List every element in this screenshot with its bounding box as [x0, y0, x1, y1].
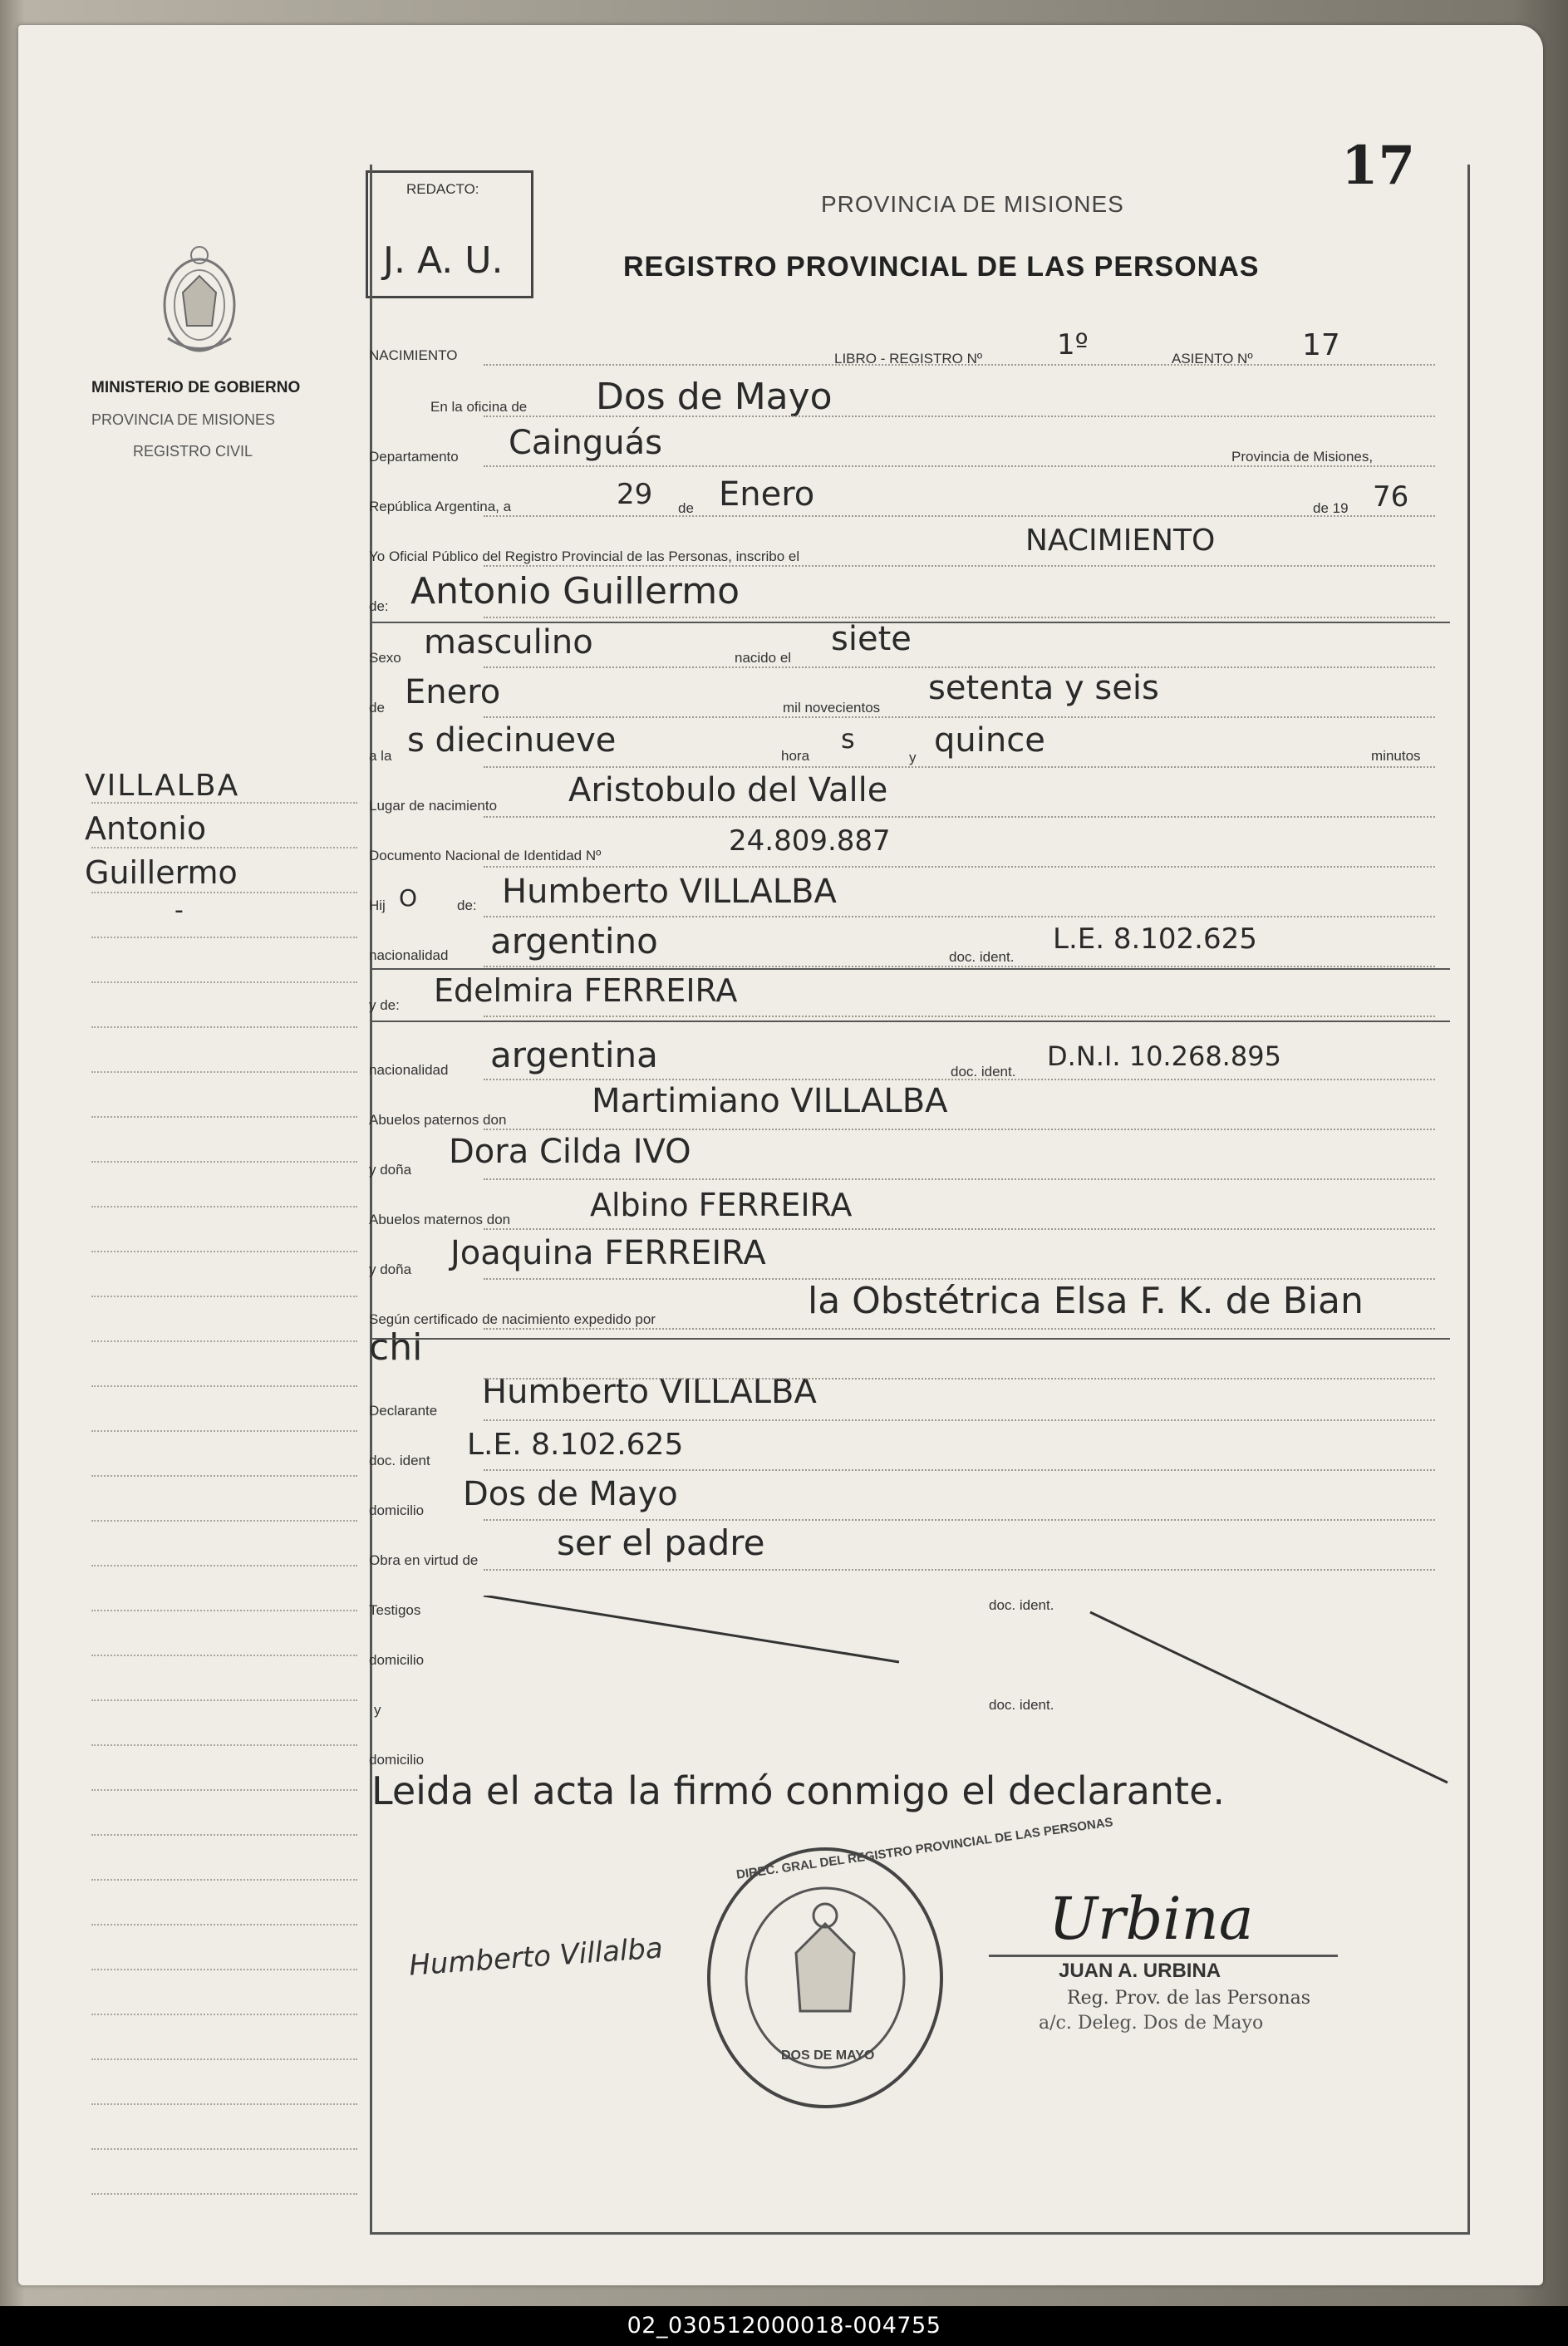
margin-line: [91, 1116, 357, 1118]
margin-note-name-2: Guillermo: [85, 854, 238, 891]
departamento-value: Cainguás: [509, 424, 662, 462]
fill-line: [484, 1228, 1435, 1230]
margin-line: [91, 937, 357, 938]
ministry-line-2: PROVINCIA DE MISIONES: [91, 411, 276, 428]
closing-statement: Leida el acta la firmó conmigo el declarante.: [371, 1768, 1226, 1813]
a-las-label: a la: [369, 748, 392, 764]
nacimiento-label: NACIMIENTO: [369, 347, 458, 363]
de-mes-label: de: [369, 700, 385, 716]
fill-line: [484, 565, 1435, 567]
y-label: y: [909, 750, 917, 765]
testigo2-doc-label: doc. ident.: [989, 1697, 1054, 1713]
testigos-doc-label: doc. ident.: [989, 1597, 1054, 1613]
testigo-domicilio-label: domicilio: [369, 1652, 425, 1668]
doc-ident-madre-label: doc. ident.: [951, 1064, 1016, 1080]
fill-line: [484, 1328, 1435, 1330]
fill-line: [484, 1469, 1435, 1471]
fill-line: [484, 416, 1435, 417]
seal-text: DIREC. GRAL DEL REGISTRO PROVINCIAL DE LAS PERSONAS: [735, 1815, 1114, 1882]
asiento-label: ASIENTO Nº: [1172, 351, 1253, 366]
y-testigo-label: y: [374, 1702, 381, 1718]
obra-label: Obra en virtud de: [369, 1552, 479, 1568]
de-label: de: [678, 500, 694, 516]
anio-value: 76: [1373, 480, 1409, 514]
obra-value: ser el padre: [557, 1522, 765, 1563]
margin-line: [91, 1924, 357, 1925]
fill-line: [484, 617, 1435, 618]
sexo-label: Sexo: [369, 650, 401, 666]
margin-line: [91, 1879, 357, 1881]
mil-value: setenta y seis: [928, 669, 1159, 707]
margin-line: [91, 1251, 357, 1252]
ministry-line-3: REGISTRO CIVIL: [133, 443, 253, 460]
testigo2-domicilio-label: domicilio: [369, 1752, 425, 1768]
declarante-value: Humberto VILLALBA: [482, 1373, 817, 1411]
scan-id-footer: 02_030512000018-004755: [0, 2306, 1568, 2346]
y-dona-paterna-label: y doña: [369, 1162, 412, 1178]
fill-line: [484, 1178, 1435, 1180]
registry-title: REGISTRO PROVINCIAL DE LAS PERSONAS: [623, 251, 1260, 283]
fill-line: [484, 1419, 1435, 1421]
margin-line: [91, 1296, 357, 1297]
margin-line: [91, 1340, 357, 1342]
sexo-value: masculino: [424, 623, 593, 662]
margin-note-dash: -: [174, 896, 184, 925]
margin-line: [91, 802, 357, 804]
libro-value: 1º: [1057, 328, 1089, 361]
margin-line: [91, 2103, 357, 2105]
margin-line: [91, 1520, 357, 1522]
asiento-value: 17: [1302, 328, 1340, 362]
margin-line: [91, 1744, 357, 1746]
declarante-label: Declarante: [369, 1403, 438, 1419]
declarante-doc-label: doc. ident: [369, 1453, 430, 1468]
margin-line: [91, 1385, 357, 1387]
hora-suffix: s: [841, 723, 855, 755]
lugar-label: Lugar de nacimiento: [369, 798, 498, 814]
mes-value: Enero: [719, 475, 815, 514]
fill-line: [484, 1569, 1435, 1571]
fill-line: [484, 465, 1435, 467]
doc-ident-padre-label: doc. ident.: [949, 949, 1015, 965]
abuela-paterna-value: Dora Cilda IVO: [449, 1133, 691, 1171]
anio-label: de 19: [1313, 500, 1349, 516]
fill-line: [484, 1519, 1435, 1521]
testigos-label: Testigos: [369, 1602, 421, 1618]
fill-line: [484, 716, 1435, 718]
madre-doc-value: D.N.I. 10.268.895: [1047, 1040, 1281, 1072]
padre-value: Humberto VILLALBA: [502, 873, 837, 911]
fill-line: [484, 1016, 1435, 1017]
section-rule: [370, 622, 1450, 623]
minutos-value: quince: [934, 721, 1045, 760]
y-de-label: y de:: [369, 997, 400, 1013]
margin-line: [91, 2148, 357, 2150]
mil-label: mil novecientos: [783, 700, 881, 716]
province-header: PROVINCIA DE MISIONES: [821, 191, 1124, 217]
margin-line: [91, 1699, 357, 1701]
nacionalidad-madre-label: nacionalidad: [369, 1062, 449, 1078]
seal-bottom-text: DOS DE MAYO: [781, 2048, 875, 2063]
fill-line: [484, 666, 1435, 668]
margin-line: [91, 1655, 357, 1656]
fill-line: [484, 966, 1435, 967]
nacido-label: nacido el: [735, 650, 792, 666]
nac-mes-value: Enero: [405, 673, 501, 711]
padre-nacionalidad-value: argentino: [490, 921, 658, 962]
official-delegation: a/c. Deleg. Dos de Mayo: [1039, 2013, 1264, 2034]
dni-value: 24.809.887: [729, 824, 891, 858]
hora-value: s diecinueve: [407, 721, 617, 760]
margin-note-surname: VILLALBA: [85, 769, 240, 803]
fill-line: [484, 816, 1435, 818]
abuelos-maternos-label: Abuelos maternos don: [369, 1212, 511, 1227]
hijo-suffix: O: [399, 884, 418, 912]
oficial-value: NACIMIENTO: [1025, 524, 1216, 558]
abuelo-paterno-value: Martimiano VILLALBA: [592, 1082, 948, 1120]
republica-label: República Argentina, a: [369, 499, 512, 514]
margin-line: [91, 1161, 357, 1163]
minutos-label: minutos: [1371, 748, 1421, 764]
fill-line: [484, 916, 1435, 917]
fill-line: [484, 364, 1435, 366]
abuelos-paternos-label: Abuelos paternos don: [369, 1112, 507, 1128]
segun-certificado-label: Según certificado de nacimiento expedido por: [369, 1311, 656, 1327]
margin-line: [91, 1565, 357, 1566]
nacido-value: siete: [831, 620, 912, 658]
nacionalidad-padre-label: nacionalidad: [369, 947, 449, 963]
fill-line: [484, 1079, 1435, 1080]
abuelo-materno-value: Albino FERREIRA: [590, 1187, 853, 1223]
hijo-label: Hij: [369, 898, 386, 913]
nombre-value: Antonio Guillermo: [410, 570, 740, 612]
margin-line: [91, 1969, 357, 1970]
official-name: JUAN A. URBINA: [1059, 1960, 1221, 1982]
margin-line: [91, 847, 357, 848]
province-emblem-icon: [150, 234, 249, 367]
fill-line: [484, 866, 1435, 868]
fill-line: [484, 1129, 1435, 1130]
ministry-line-1: MINISTERIO DE GOBIERNO: [91, 379, 301, 396]
departamento-label: Departamento: [369, 449, 459, 465]
document-page: [18, 25, 1543, 2285]
official-signature: Urbina: [1049, 1885, 1254, 1953]
official-title: Reg. Prov. de las Personas: [1067, 1988, 1311, 2009]
hora-label: hora: [781, 748, 810, 764]
oficina-value: Dos de Mayo: [596, 376, 833, 418]
section-rule: [370, 968, 1450, 970]
segun-value-cont: chi: [369, 1326, 423, 1369]
redacto-label: REDACTO:: [406, 181, 479, 197]
y-dona-materna-label: y doña: [369, 1262, 412, 1277]
margin-line: [91, 2014, 357, 2015]
margin-line: [91, 1834, 357, 1836]
margin-line: [91, 892, 357, 893]
oficial-label: Yo Oficial Público del Registro Provincial de las Personas, inscribo el: [369, 548, 800, 564]
domicilio-label: domicilio: [369, 1503, 425, 1518]
fill-line: [484, 766, 1435, 768]
domicilio-value: Dos de Mayo: [463, 1475, 678, 1513]
margin-line: [91, 1789, 357, 1791]
witness-strike-lines: [367, 1596, 1456, 1795]
fill-line: [484, 515, 1435, 517]
section-rule: [370, 1021, 1450, 1022]
margin-note-name-1: Antonio: [85, 810, 207, 847]
margin-line: [91, 2193, 357, 2195]
declarant-signature: Humberto Villalba: [407, 1931, 664, 1983]
margin-line: [91, 1206, 357, 1207]
dia-value: 29: [617, 478, 653, 511]
section-rule: [370, 1338, 1450, 1340]
de-padre-label: de:: [457, 898, 477, 913]
dni-label: Documento Nacional de Identidad Nº: [369, 848, 602, 863]
de-nombre-label: de:: [369, 598, 389, 614]
margin-line: [91, 2058, 357, 2060]
madre-nacionalidad-value: argentina: [490, 1035, 658, 1075]
fill-line: [484, 1278, 1435, 1280]
margin-line: [91, 981, 357, 983]
padre-doc-value: L.E. 8.102.625: [1053, 922, 1257, 956]
lugar-value: Aristobulo del Valle: [568, 771, 888, 809]
oficina-label: En la oficina de: [430, 399, 528, 415]
official-seal-icon: [696, 1837, 954, 2119]
declarante-doc-value: L.E. 8.102.625: [467, 1428, 684, 1462]
official-signature-line: [989, 1955, 1338, 1957]
margin-line: [91, 1026, 357, 1028]
libro-label: LIBRO - REGISTRO Nº: [834, 351, 983, 366]
margin-line: [91, 1475, 357, 1477]
margin-line: [91, 1430, 357, 1432]
segun-value: la Obstétrica Elsa F. K. de Bian: [808, 1280, 1364, 1322]
page-number: 17: [1341, 135, 1416, 197]
margin-line: [91, 1071, 357, 1073]
fill-line: [484, 1378, 1435, 1380]
provincia-suffix: Provincia de Misiones,: [1231, 449, 1374, 465]
madre-value: Edelmira FERREIRA: [434, 972, 738, 1009]
redacto-initials: J. A. U.: [383, 239, 504, 282]
margin-line: [91, 1610, 357, 1611]
abuela-materna-value: Joaquina FERREIRA: [450, 1234, 766, 1272]
